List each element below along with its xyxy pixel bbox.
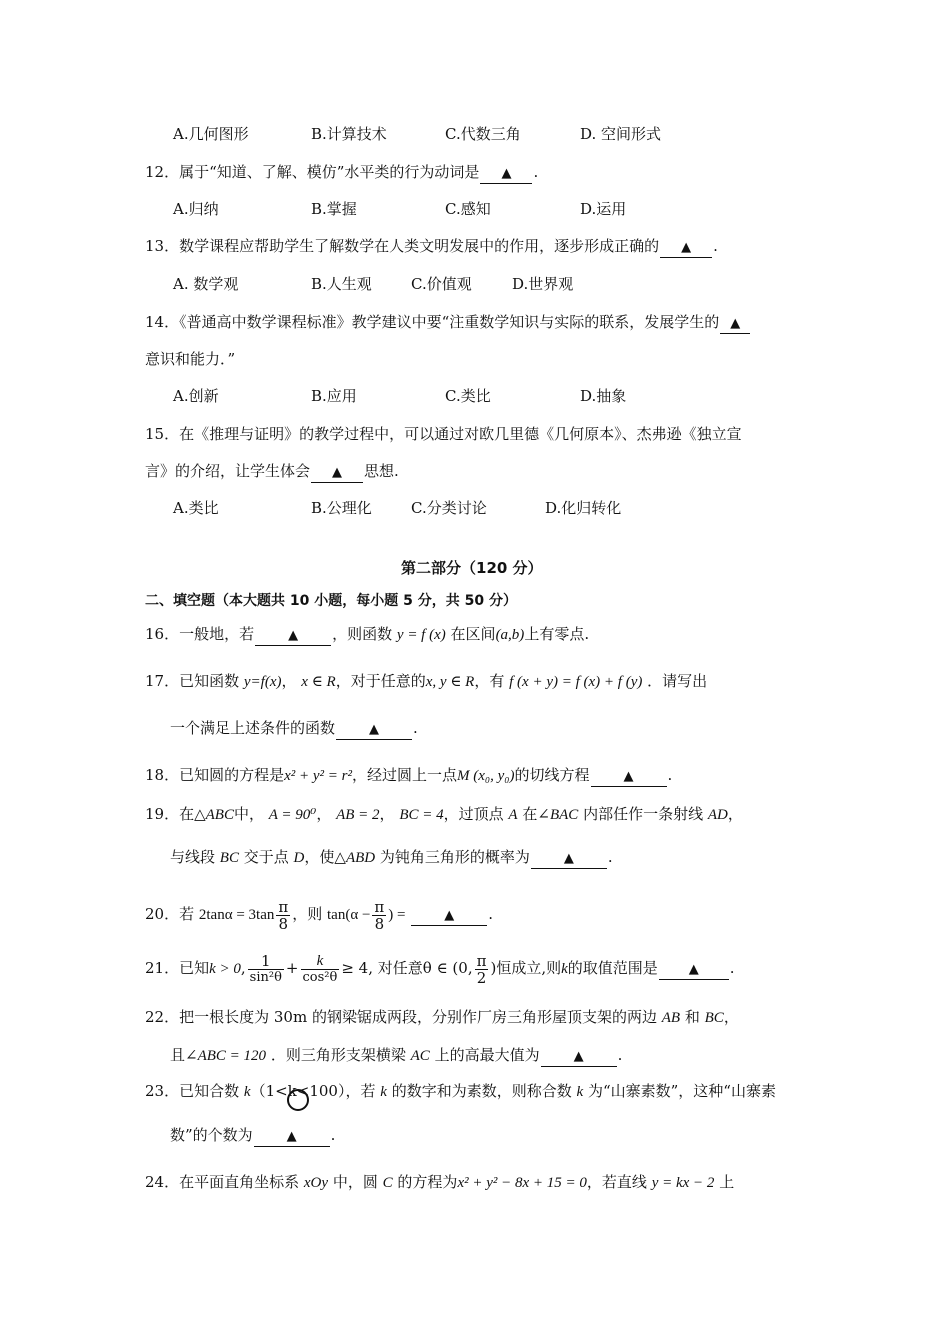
math-expr: ABC = 120 xyxy=(197,1048,267,1064)
triangle-icon: ▲ xyxy=(286,1129,297,1144)
math-expr: BC xyxy=(704,1010,724,1026)
question-text: 上 xyxy=(719,1173,735,1191)
triangle-icon: ▲ xyxy=(563,851,574,866)
question-text: ，则 xyxy=(292,905,323,923)
triangle-icon: ▲ xyxy=(444,908,455,923)
math-expr: tan(α − xyxy=(327,907,371,923)
answer-blank xyxy=(311,462,363,483)
question-text: 为钝角三角形的概率为 xyxy=(379,848,530,866)
math-expr: θ ∈ (0, xyxy=(422,959,473,977)
question-15-line2 xyxy=(145,461,399,483)
math-expr: xOy xyxy=(303,1175,329,1191)
question-text: 的切线方程 xyxy=(514,766,590,784)
question-17-line2 xyxy=(170,718,418,740)
fraction-den: 8 xyxy=(374,914,385,933)
math-expr: x, y ∈ R xyxy=(425,674,475,690)
triangle-icon: ▲ xyxy=(332,465,343,480)
fraction xyxy=(475,953,489,986)
part-title: 第二部分（120 分） xyxy=(401,559,543,577)
q12-option-d: D.运用 xyxy=(580,200,627,218)
question-22 xyxy=(145,1007,739,1028)
question-text: ．则三角形支架横梁 xyxy=(270,1046,406,1064)
question-19: 19．在△ABC中， A = 90⁰， AB = 2， BC = 4，过顶点 A 在∠BAC 内部任作一条射线 AD， xyxy=(145,805,743,823)
answer-blank xyxy=(659,959,729,980)
question-text: 属于“知道、了解、模仿”水平类的行为动词是 xyxy=(179,163,480,181)
question-text: ，过顶点 xyxy=(443,805,504,823)
answer-blank xyxy=(531,848,607,869)
triangle-icon: ▲ xyxy=(681,240,692,255)
fraction-num: π xyxy=(476,951,487,970)
question-21 xyxy=(145,950,735,987)
question-number: 13． xyxy=(145,237,180,255)
question-text: ，使△ xyxy=(304,848,346,866)
question-text: 的数字和为素数，则称合数 xyxy=(391,1082,572,1100)
triangle-icon: ▲ xyxy=(688,962,699,977)
math-expr: AB = 2 xyxy=(336,807,380,823)
question-text: 在平面直角坐标系 xyxy=(179,1173,300,1191)
math-expr: x² + y² − 8x + 15 = 0 xyxy=(457,1175,587,1191)
fraction-num: π xyxy=(374,897,385,916)
fraction-den: cos²θ xyxy=(302,969,338,985)
question-number: 15． xyxy=(145,425,180,443)
math-expr: f (x + y) = f (x) + f (y) xyxy=(509,674,643,690)
triangle-icon: ▲ xyxy=(623,769,634,784)
math-expr: A xyxy=(508,807,518,823)
question-text: ， xyxy=(727,805,743,823)
question-number: 22． xyxy=(145,1008,180,1026)
question-number: 21． xyxy=(145,959,180,977)
math-expr: D xyxy=(293,850,305,866)
answer-blank xyxy=(411,905,487,926)
q13-option-b: B.人生观 xyxy=(311,275,372,293)
question-text: 且∠ xyxy=(170,1046,198,1064)
question-number: 23． xyxy=(145,1082,180,1100)
answer-blank xyxy=(591,766,667,787)
q11-option-d: D. 空间形式 xyxy=(580,125,662,143)
question-text: 在《推理与证明》的教学过程中，可以通过对欧几里德《几何原本》、杰弗逊《独立宣 xyxy=(179,425,742,443)
question-text: ，则函数 xyxy=(332,625,393,643)
cursor-circle-icon xyxy=(287,1089,309,1111)
triangle-icon: ▲ xyxy=(288,628,299,643)
question-16 xyxy=(145,624,589,646)
math-expr: ABD xyxy=(345,850,376,866)
q13-option-a: A. 数学观 xyxy=(173,275,239,293)
math-op: ) xyxy=(490,959,497,977)
fraction-den: 8 xyxy=(278,914,289,933)
math-expr: BC xyxy=(219,850,239,866)
question-text: 上的高最大值为 xyxy=(434,1046,540,1064)
q13-option-c: C.价值观 xyxy=(411,275,472,293)
answer-blank xyxy=(336,719,412,740)
question-number: 17． xyxy=(145,672,180,690)
question-text: 已知 xyxy=(179,959,210,977)
math-expr: 2tanα = 3tan xyxy=(198,907,275,923)
math-expr: BC = 4 xyxy=(399,807,444,823)
question-17 xyxy=(145,671,707,692)
question-text: 中， xyxy=(233,805,264,823)
math-expr: k xyxy=(380,1084,387,1100)
answer-blank xyxy=(480,163,532,184)
math-op: + xyxy=(285,959,299,977)
q15-option-a: A.类比 xyxy=(173,499,219,517)
math-expr: AB xyxy=(661,1010,681,1026)
question-text: 在△ xyxy=(179,805,206,823)
question-text: 言》的介绍，让学生体会 xyxy=(145,462,311,480)
q14-option-b: B.应用 xyxy=(311,387,357,405)
question-text: , 对任意 xyxy=(368,959,423,977)
q15-option-b: B.公理化 xyxy=(311,499,372,517)
question-text: ，若直线 xyxy=(586,1173,647,1191)
question-number: 24． xyxy=(145,1173,180,1191)
question-text-end: . xyxy=(488,905,494,923)
question-text: 内部任作一条射线 xyxy=(583,805,704,823)
math-expr: C xyxy=(382,1175,393,1191)
question-text-end: . xyxy=(713,237,718,255)
question-number: 14． xyxy=(145,313,180,331)
question-text: ，对于任意的 xyxy=(335,672,426,690)
question-13 xyxy=(145,236,718,258)
math-expr: y = f (x) xyxy=(396,627,446,643)
fraction-num: 1 xyxy=(248,953,284,970)
question-number: 20． xyxy=(145,905,180,923)
question-text: ，经过圆上一点 xyxy=(352,766,458,784)
question-text: 已知圆的方程是 xyxy=(179,766,285,784)
q14-option-a: A.创新 xyxy=(173,387,219,405)
q14-option-c: C.类比 xyxy=(445,387,491,405)
triangle-icon: ▲ xyxy=(573,1049,584,1064)
question-text: ， xyxy=(723,1008,739,1026)
math-expr: k xyxy=(561,961,568,977)
question-text-end: . xyxy=(413,719,418,737)
math-expr: AC xyxy=(410,1048,430,1064)
math-expr: (a,b) xyxy=(495,627,525,643)
question-text-end: 上有零点. xyxy=(524,625,590,643)
question-text: 已知函数 xyxy=(179,672,240,690)
fraction xyxy=(248,953,284,986)
answer-blank xyxy=(254,1126,330,1147)
q11-option-c: C.代数三角 xyxy=(445,125,521,143)
question-14 xyxy=(145,312,751,334)
math-expr: ≥ 4 xyxy=(341,959,369,977)
question-text-end: . xyxy=(667,766,673,784)
question-23-line2 xyxy=(170,1125,335,1147)
question-text: 的取值范围是 xyxy=(567,959,658,977)
question-text: 中，圆 xyxy=(332,1173,378,1191)
math-expr: x² + y² = r² xyxy=(284,768,352,784)
answer-blank xyxy=(720,313,750,334)
question-text: 若 xyxy=(179,905,195,923)
question-text: 的方程为 xyxy=(397,1173,458,1191)
math-expr: ) = xyxy=(388,907,406,923)
question-text: 一般地，若 xyxy=(179,625,255,643)
math-expr: A = 90⁰ xyxy=(268,807,317,823)
fraction xyxy=(301,953,340,986)
question-text: 为“山寨素数”，这种“山寨素 xyxy=(587,1082,776,1100)
question-text: 数学课程应帮助学生了解数学在人类文明发展中的作用，逐步形成正确的 xyxy=(179,237,660,255)
question-text: 在区间 xyxy=(450,625,496,643)
question-text-end: . xyxy=(330,1126,336,1144)
question-text: 在∠ xyxy=(522,805,550,823)
question-20 xyxy=(145,896,493,933)
question-text: , xyxy=(240,959,246,977)
question-number: 12． xyxy=(145,163,180,181)
question-text: 与线段 xyxy=(170,848,216,866)
fraction xyxy=(372,899,386,932)
question-text: 《普通高中数学课程标准》教学建议中要“注重数学知识与实际的联系，发展学生的 xyxy=(179,313,720,331)
question-14-line2: 意识和能力．” xyxy=(145,350,236,368)
triangle-icon: ▲ xyxy=(730,316,741,331)
fraction xyxy=(276,899,290,932)
math-expr: y=f(x) xyxy=(243,674,282,690)
q11-option-a: A.几何图形 xyxy=(173,125,249,143)
math-expr: k xyxy=(243,1084,251,1100)
question-text: 已知合数 xyxy=(179,1082,240,1100)
math-expr: k > 0 xyxy=(209,961,241,977)
answer-blank xyxy=(541,1046,617,1067)
math-expr: y = kx − 2 xyxy=(651,1175,715,1191)
fraction-den: 2 xyxy=(476,968,487,987)
question-text: ，有 xyxy=(474,672,505,690)
question-text-end: . xyxy=(617,1046,623,1064)
question-number: 19． xyxy=(145,805,180,823)
fraction-num: π xyxy=(278,897,289,916)
question-text: 交于点 xyxy=(243,848,289,866)
question-number: 18． xyxy=(145,766,180,784)
answer-blank xyxy=(660,237,712,258)
q14-option-d: D.抽象 xyxy=(580,387,627,405)
question-12 xyxy=(145,162,538,184)
math-expr: ABC xyxy=(205,807,234,823)
q12-option-a: A.归纳 xyxy=(173,200,219,218)
math-expr: M (x₀, y₀) xyxy=(457,768,515,784)
q12-option-c: C.感知 xyxy=(445,200,491,218)
question-text: 和 xyxy=(684,1008,700,1026)
question-text: 一个满足上述条件的函数 xyxy=(170,719,336,737)
math-expr: x ∈ R xyxy=(301,674,336,690)
q15-option-d: D.化归转化 xyxy=(545,499,622,517)
question-text: 把一根长度为 30m 的钢梁锯成两段，分别作厂房三角形屋顶支架的两边 xyxy=(179,1008,657,1026)
fraction-num: k xyxy=(301,953,340,970)
question-number: 16． xyxy=(145,625,180,643)
question-text: 数”的个数为 xyxy=(170,1126,253,1144)
math-expr: BAC xyxy=(549,807,579,823)
question-24 xyxy=(145,1172,734,1193)
triangle-icon: ▲ xyxy=(501,166,512,181)
math-expr: （1<k<100） xyxy=(250,1082,346,1100)
question-22-line2 xyxy=(170,1045,622,1067)
question-text-end: . xyxy=(607,848,613,866)
question-text-end: . xyxy=(729,959,735,977)
fraction-den: sin²θ xyxy=(249,969,282,985)
question-23 xyxy=(145,1081,776,1102)
question-text: 恒成立,则 xyxy=(496,959,562,977)
question-19-line2 xyxy=(170,847,613,869)
question-15 xyxy=(145,424,742,444)
math-expr: k xyxy=(576,1084,584,1100)
q12-option-b: B.掌握 xyxy=(311,200,357,218)
question-18 xyxy=(145,765,672,787)
question-text: ．请写出 xyxy=(647,672,708,690)
question-text-end: . xyxy=(533,163,539,181)
question-text: ，若 xyxy=(345,1082,376,1100)
math-expr: AD xyxy=(707,807,728,823)
question-text: ， xyxy=(281,672,297,690)
q13-option-d: D.世界观 xyxy=(512,275,574,293)
triangle-icon: ▲ xyxy=(369,722,380,737)
section-title: 二、填空题（本大题共 10 小题，每小题 5 分，共 50 分） xyxy=(145,593,517,609)
question-text-end: 思想. xyxy=(364,462,399,480)
q15-option-c: C.分类讨论 xyxy=(411,499,487,517)
answer-blank xyxy=(255,625,331,646)
q11-option-b: B.计算技术 xyxy=(311,125,387,143)
